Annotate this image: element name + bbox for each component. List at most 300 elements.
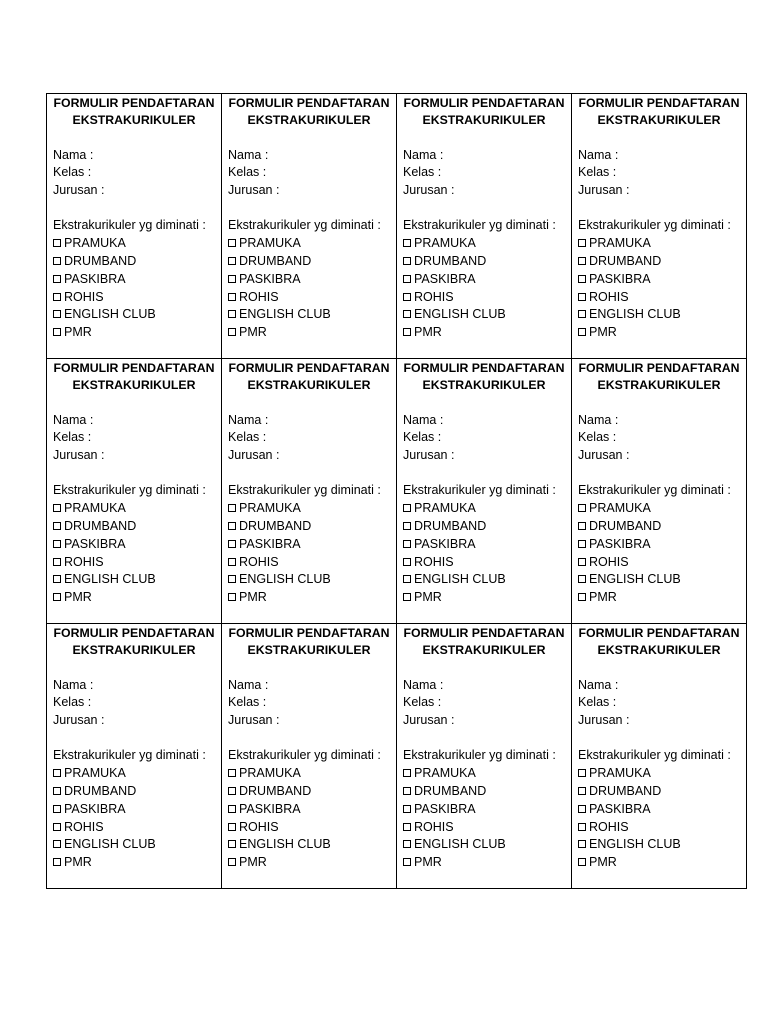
checkbox-option[interactable] xyxy=(403,854,565,872)
checkbox-icon[interactable] xyxy=(53,504,61,512)
checkbox-icon[interactable] xyxy=(53,257,61,265)
checkbox-icon[interactable] xyxy=(228,328,236,336)
checkbox-option-label: ROHIS xyxy=(64,554,104,569)
option-list xyxy=(53,765,215,872)
checkbox-option-label: ROHIS xyxy=(589,819,629,834)
checkbox-icon[interactable] xyxy=(228,805,236,813)
checkbox-option-label: PMR xyxy=(414,325,442,340)
checkbox-option-label: PRAMUKA xyxy=(589,766,651,781)
checkbox-icon[interactable] xyxy=(403,840,411,848)
form-title xyxy=(228,95,390,129)
checkbox-icon[interactable] xyxy=(578,769,586,777)
checkbox-icon[interactable] xyxy=(228,769,236,777)
checkbox-option-label: PMR xyxy=(414,855,442,870)
interest-label: Ekstrakurikuler yg diminati : xyxy=(578,748,731,763)
checkbox-icon[interactable] xyxy=(53,522,61,530)
checkbox-option-label: PMR xyxy=(239,590,267,605)
checkbox-icon[interactable] xyxy=(578,823,586,831)
checkbox-icon[interactable] xyxy=(53,787,61,795)
checkbox-option-label: PASKIBRA xyxy=(414,801,476,816)
checkbox-option-label: PMR xyxy=(589,590,617,605)
checkbox-option[interactable] xyxy=(53,500,215,518)
form-title-line-2: EKSTRAKURIKULER xyxy=(247,113,371,127)
checkbox-option[interactable] xyxy=(228,253,390,271)
checkbox-option[interactable] xyxy=(53,819,215,837)
field-kelas-label: Kelas : xyxy=(53,695,92,710)
checkbox-icon[interactable] xyxy=(53,239,61,247)
field-nama-label: Nama : xyxy=(403,147,444,162)
checkbox-icon[interactable] xyxy=(403,522,411,530)
registration-form-cell xyxy=(47,624,222,889)
checkbox-option[interactable] xyxy=(578,306,740,324)
form-title-line-1: FORMULIR PENDAFTARAN xyxy=(403,626,565,640)
checkbox-option[interactable] xyxy=(228,819,390,837)
option-list xyxy=(578,235,740,342)
checkbox-icon[interactable] xyxy=(578,522,586,530)
form-title-line-2: EKSTRAKURIKULER xyxy=(597,643,721,657)
checkbox-icon[interactable] xyxy=(403,823,411,831)
checkbox-icon[interactable] xyxy=(403,558,411,566)
checkbox-icon[interactable] xyxy=(403,858,411,866)
checkbox-icon[interactable] xyxy=(578,805,586,813)
option-list xyxy=(578,500,740,607)
interest-label: Ekstrakurikuler yg diminati : xyxy=(578,483,731,498)
field-nama-label: Nama : xyxy=(403,412,444,427)
checkbox-option[interactable] xyxy=(403,819,565,837)
checkbox-icon[interactable] xyxy=(403,787,411,795)
checkbox-option[interactable] xyxy=(53,571,215,589)
form-title-line-2: EKSTRAKURIKULER xyxy=(597,378,721,392)
checkbox-option[interactable] xyxy=(403,783,565,801)
checkbox-icon[interactable] xyxy=(53,558,61,566)
checkbox-option[interactable] xyxy=(403,589,565,607)
checkbox-option[interactable] xyxy=(403,836,565,854)
checkbox-option-label: DRUMBAND xyxy=(589,518,662,533)
checkbox-option-label: PMR xyxy=(414,590,442,605)
checkbox-option-label: DRUMBAND xyxy=(239,783,312,798)
checkbox-icon[interactable] xyxy=(403,575,411,583)
checkbox-option[interactable] xyxy=(403,801,565,819)
form-title-line-2: EKSTRAKURIKULER xyxy=(72,378,196,392)
field-jurusan-label: Jurusan : xyxy=(53,713,105,728)
checkbox-option-label: PASKIBRA xyxy=(239,801,301,816)
checkbox-option-label: PMR xyxy=(64,855,92,870)
interest-label: Ekstrakurikuler yg diminati : xyxy=(403,218,556,233)
field-jurusan-label: Jurusan : xyxy=(578,183,630,198)
checkbox-option[interactable] xyxy=(578,324,740,342)
checkbox-icon[interactable] xyxy=(228,257,236,265)
checkbox-icon[interactable] xyxy=(578,310,586,318)
checkbox-option-label: PASKIBRA xyxy=(64,536,126,551)
checkbox-icon[interactable] xyxy=(578,840,586,848)
checkbox-option-label: DRUMBAND xyxy=(589,253,662,268)
field-kelas-label: Kelas : xyxy=(228,695,267,710)
checkbox-option-label: ENGLISH CLUB xyxy=(64,837,156,852)
checkbox-option[interactable] xyxy=(228,836,390,854)
checkbox-option[interactable] xyxy=(403,571,565,589)
field-jurusan-label: Jurusan : xyxy=(578,713,630,728)
checkbox-icon[interactable] xyxy=(578,575,586,583)
form-title-line-2: EKSTRAKURIKULER xyxy=(72,643,196,657)
checkbox-icon[interactable] xyxy=(403,540,411,548)
checkbox-icon[interactable] xyxy=(53,575,61,583)
interest-label: Ekstrakurikuler yg diminati : xyxy=(228,748,381,763)
field-jurusan-label: Jurusan : xyxy=(403,448,455,463)
form-title-line-1: FORMULIR PENDAFTARAN xyxy=(53,361,215,375)
checkbox-icon[interactable] xyxy=(403,257,411,265)
checkbox-icon[interactable] xyxy=(228,575,236,583)
registration-form-cell xyxy=(47,94,222,359)
field-jurusan-label: Jurusan : xyxy=(403,183,455,198)
checkbox-option[interactable] xyxy=(578,571,740,589)
registration-form-cell xyxy=(47,359,222,624)
checkbox-option[interactable] xyxy=(403,518,565,536)
checkbox-option-label: ENGLISH CLUB xyxy=(589,837,681,852)
form-title xyxy=(578,360,740,394)
form-title-line-1: FORMULIR PENDAFTARAN xyxy=(53,96,215,110)
checkbox-option-label: PRAMUKA xyxy=(239,236,301,251)
checkbox-option-label: DRUMBAND xyxy=(414,783,487,798)
checkbox-icon[interactable] xyxy=(578,540,586,548)
checkbox-option-label: PASKIBRA xyxy=(239,536,301,551)
field-nama-label: Nama : xyxy=(53,412,94,427)
checkbox-option-label: PASKIBRA xyxy=(589,536,651,551)
checkbox-option-label: ROHIS xyxy=(239,554,279,569)
checkbox-option[interactable] xyxy=(403,554,565,572)
checkbox-icon[interactable] xyxy=(578,257,586,265)
form-title-line-1: FORMULIR PENDAFTARAN xyxy=(578,626,740,640)
option-list xyxy=(228,235,390,342)
registration-form-cell xyxy=(572,359,747,624)
checkbox-option-label: DRUMBAND xyxy=(64,518,137,533)
field-kelas-label: Kelas : xyxy=(228,165,267,180)
checkbox-option-label: DRUMBAND xyxy=(239,253,312,268)
checkbox-option[interactable] xyxy=(578,253,740,271)
registration-form-cell xyxy=(572,94,747,359)
checkbox-icon[interactable] xyxy=(53,540,61,548)
field-nama-label: Nama : xyxy=(403,677,444,692)
checkbox-option[interactable] xyxy=(53,801,215,819)
registration-form-cell xyxy=(222,94,397,359)
form-title xyxy=(578,95,740,129)
checkbox-option[interactable] xyxy=(403,765,565,783)
checkbox-icon[interactable] xyxy=(228,858,236,866)
form-title-line-1: FORMULIR PENDAFTARAN xyxy=(403,96,565,110)
checkbox-option-label: PMR xyxy=(64,590,92,605)
checkbox-icon[interactable] xyxy=(228,293,236,301)
form-title-line-1: FORMULIR PENDAFTARAN xyxy=(228,626,390,640)
checkbox-option[interactable] xyxy=(53,589,215,607)
checkbox-option[interactable] xyxy=(578,589,740,607)
form-title xyxy=(228,360,390,394)
form-title-line-2: EKSTRAKURIKULER xyxy=(422,643,546,657)
checkbox-option[interactable] xyxy=(53,306,215,324)
option-list xyxy=(228,500,390,607)
option-list xyxy=(578,765,740,872)
form-title xyxy=(53,95,215,129)
checkbox-option[interactable] xyxy=(403,306,565,324)
checkbox-option[interactable] xyxy=(228,306,390,324)
checkbox-option[interactable] xyxy=(228,500,390,518)
checkbox-icon[interactable] xyxy=(228,823,236,831)
checkbox-icon[interactable] xyxy=(228,558,236,566)
checkbox-icon[interactable] xyxy=(578,558,586,566)
checkbox-icon[interactable] xyxy=(228,522,236,530)
checkbox-icon[interactable] xyxy=(578,239,586,247)
checkbox-option[interactable] xyxy=(53,854,215,872)
checkbox-option[interactable] xyxy=(53,536,215,554)
checkbox-icon[interactable] xyxy=(578,504,586,512)
field-kelas-label: Kelas : xyxy=(53,430,92,445)
checkbox-option-label: ROHIS xyxy=(414,554,454,569)
checkbox-option-label: PRAMUKA xyxy=(589,236,651,251)
checkbox-option-label: DRUMBAND xyxy=(414,518,487,533)
registration-form-cell xyxy=(397,359,572,624)
checkbox-option[interactable] xyxy=(228,801,390,819)
field-kelas-label: Kelas : xyxy=(53,165,92,180)
checkbox-option-label: ROHIS xyxy=(589,554,629,569)
checkbox-option[interactable] xyxy=(228,783,390,801)
form-title-line-2: EKSTRAKURIKULER xyxy=(422,378,546,392)
checkbox-option-label: PASKIBRA xyxy=(414,536,476,551)
checkbox-icon[interactable] xyxy=(403,239,411,247)
interest-label: Ekstrakurikuler yg diminati : xyxy=(53,748,206,763)
registration-form-cell xyxy=(397,94,572,359)
checkbox-option[interactable] xyxy=(578,765,740,783)
form-title xyxy=(403,360,565,394)
checkbox-option-label: DRUMBAND xyxy=(414,253,487,268)
checkbox-option-label: PRAMUKA xyxy=(239,766,301,781)
checkbox-option-label: PASKIBRA xyxy=(64,801,126,816)
checkbox-icon[interactable] xyxy=(403,275,411,283)
field-kelas-label: Kelas : xyxy=(403,165,442,180)
form-title-line-2: EKSTRAKURIKULER xyxy=(247,378,371,392)
checkbox-option[interactable] xyxy=(228,536,390,554)
checkbox-option[interactable] xyxy=(53,253,215,271)
checkbox-icon[interactable] xyxy=(403,328,411,336)
checkbox-icon[interactable] xyxy=(578,858,586,866)
checkbox-option[interactable] xyxy=(578,289,740,307)
checkbox-option[interactable] xyxy=(578,554,740,572)
checkbox-icon[interactable] xyxy=(53,310,61,318)
checkbox-option[interactable] xyxy=(53,235,215,253)
checkbox-option-label: DRUMBAND xyxy=(64,253,137,268)
checkbox-option-label: DRUMBAND xyxy=(589,783,662,798)
checkbox-option-label: PASKIBRA xyxy=(589,801,651,816)
option-list xyxy=(53,500,215,607)
field-nama-label: Nama : xyxy=(228,147,269,162)
checkbox-option[interactable] xyxy=(578,854,740,872)
option-list xyxy=(403,765,565,872)
checkbox-option-label: ROHIS xyxy=(414,819,454,834)
checkbox-option-label: ROHIS xyxy=(64,819,104,834)
checkbox-option[interactable] xyxy=(578,819,740,837)
checkbox-option-label: DRUMBAND xyxy=(64,783,137,798)
checkbox-icon[interactable] xyxy=(403,805,411,813)
checkbox-option[interactable] xyxy=(578,271,740,289)
registration-form-grid xyxy=(46,93,747,889)
checkbox-option-label: ENGLISH CLUB xyxy=(64,572,156,587)
checkbox-icon[interactable] xyxy=(228,275,236,283)
checkbox-option-label: ROHIS xyxy=(239,819,279,834)
checkbox-icon[interactable] xyxy=(578,275,586,283)
checkbox-option[interactable] xyxy=(53,324,215,342)
checkbox-option[interactable] xyxy=(403,235,565,253)
checkbox-option-label: PMR xyxy=(589,325,617,340)
field-jurusan-label: Jurusan : xyxy=(228,713,280,728)
checkbox-icon[interactable] xyxy=(228,504,236,512)
checkbox-option[interactable] xyxy=(228,589,390,607)
form-title-line-2: EKSTRAKURIKULER xyxy=(247,643,371,657)
form-title xyxy=(403,95,565,129)
field-nama-label: Nama : xyxy=(53,147,94,162)
checkbox-icon[interactable] xyxy=(403,593,411,601)
checkbox-option[interactable] xyxy=(403,500,565,518)
checkbox-option[interactable] xyxy=(403,271,565,289)
checkbox-option[interactable] xyxy=(53,554,215,572)
checkbox-option-label: ROHIS xyxy=(64,289,104,304)
interest-label: Ekstrakurikuler yg diminati : xyxy=(578,218,731,233)
checkbox-icon[interactable] xyxy=(578,593,586,601)
checkbox-option-label: PMR xyxy=(239,855,267,870)
field-kelas-label: Kelas : xyxy=(403,695,442,710)
checkbox-icon[interactable] xyxy=(403,293,411,301)
checkbox-option-label: PMR xyxy=(239,325,267,340)
form-title-line-2: EKSTRAKURIKULER xyxy=(72,113,196,127)
checkbox-option[interactable] xyxy=(578,518,740,536)
option-list xyxy=(228,765,390,872)
checkbox-option[interactable] xyxy=(228,571,390,589)
checkbox-option[interactable] xyxy=(53,836,215,854)
interest-label: Ekstrakurikuler yg diminati : xyxy=(403,483,556,498)
checkbox-option-label: ENGLISH CLUB xyxy=(589,307,681,322)
checkbox-option[interactable] xyxy=(578,801,740,819)
interest-label: Ekstrakurikuler yg diminati : xyxy=(53,218,206,233)
interest-label: Ekstrakurikuler yg diminati : xyxy=(403,748,556,763)
checkbox-icon[interactable] xyxy=(228,787,236,795)
form-title xyxy=(228,625,390,659)
checkbox-option-label: PRAMUKA xyxy=(589,501,651,516)
checkbox-option[interactable] xyxy=(403,289,565,307)
checkbox-icon[interactable] xyxy=(53,328,61,336)
checkbox-icon[interactable] xyxy=(403,504,411,512)
checkbox-option-label: ROHIS xyxy=(414,289,454,304)
checkbox-option-label: PASKIBRA xyxy=(414,271,476,286)
checkbox-option-label: ENGLISH CLUB xyxy=(414,837,506,852)
checkbox-option-label: PRAMUKA xyxy=(64,236,126,251)
checkbox-option-label: ENGLISH CLUB xyxy=(589,572,681,587)
checkbox-option[interactable] xyxy=(578,836,740,854)
checkbox-option[interactable] xyxy=(53,518,215,536)
field-jurusan-label: Jurusan : xyxy=(403,713,455,728)
checkbox-icon[interactable] xyxy=(228,593,236,601)
field-nama-label: Nama : xyxy=(228,677,269,692)
checkbox-option[interactable] xyxy=(228,235,390,253)
checkbox-icon[interactable] xyxy=(53,593,61,601)
checkbox-option[interactable] xyxy=(53,765,215,783)
checkbox-option-label: PRAMUKA xyxy=(239,501,301,516)
checkbox-icon[interactable] xyxy=(228,540,236,548)
checkbox-icon[interactable] xyxy=(578,293,586,301)
form-title-line-2: EKSTRAKURIKULER xyxy=(597,113,721,127)
checkbox-icon[interactable] xyxy=(578,787,586,795)
checkbox-option[interactable] xyxy=(578,783,740,801)
checkbox-icon[interactable] xyxy=(228,840,236,848)
checkbox-option[interactable] xyxy=(53,289,215,307)
checkbox-icon[interactable] xyxy=(403,769,411,777)
checkbox-option[interactable] xyxy=(403,536,565,554)
checkbox-icon[interactable] xyxy=(578,328,586,336)
checkbox-option-label: PRAMUKA xyxy=(414,501,476,516)
checkbox-icon[interactable] xyxy=(403,310,411,318)
field-nama-label: Nama : xyxy=(578,677,619,692)
checkbox-option-label: PMR xyxy=(589,855,617,870)
checkbox-icon[interactable] xyxy=(228,310,236,318)
checkbox-option-label: PASKIBRA xyxy=(64,271,126,286)
option-list xyxy=(403,500,565,607)
checkbox-icon[interactable] xyxy=(53,805,61,813)
checkbox-icon[interactable] xyxy=(53,858,61,866)
checkbox-option[interactable] xyxy=(228,289,390,307)
checkbox-option[interactable] xyxy=(228,554,390,572)
checkbox-option[interactable] xyxy=(53,783,215,801)
checkbox-option[interactable] xyxy=(578,536,740,554)
checkbox-icon[interactable] xyxy=(53,769,61,777)
form-title-line-1: FORMULIR PENDAFTARAN xyxy=(578,361,740,375)
form-row xyxy=(47,359,747,624)
checkbox-option[interactable] xyxy=(403,253,565,271)
checkbox-option[interactable] xyxy=(403,324,565,342)
checkbox-option-label: PRAMUKA xyxy=(414,236,476,251)
checkbox-icon[interactable] xyxy=(53,293,61,301)
checkbox-icon[interactable] xyxy=(228,239,236,247)
checkbox-icon[interactable] xyxy=(53,823,61,831)
checkbox-option-label: ENGLISH CLUB xyxy=(239,837,331,852)
checkbox-option[interactable] xyxy=(228,271,390,289)
checkbox-option[interactable] xyxy=(228,854,390,872)
field-jurusan-label: Jurusan : xyxy=(228,448,280,463)
form-title-line-1: FORMULIR PENDAFTARAN xyxy=(228,361,390,375)
checkbox-option[interactable] xyxy=(228,518,390,536)
field-jurusan-label: Jurusan : xyxy=(578,448,630,463)
form-title xyxy=(578,625,740,659)
checkbox-option[interactable] xyxy=(578,500,740,518)
checkbox-icon[interactable] xyxy=(53,840,61,848)
checkbox-option-label: PRAMUKA xyxy=(64,766,126,781)
checkbox-option[interactable] xyxy=(228,765,390,783)
field-nama-label: Nama : xyxy=(578,147,619,162)
registration-form-cell xyxy=(222,359,397,624)
field-kelas-label: Kelas : xyxy=(578,695,617,710)
checkbox-option[interactable] xyxy=(53,271,215,289)
form-title-line-1: FORMULIR PENDAFTARAN xyxy=(228,96,390,110)
checkbox-option-label: PRAMUKA xyxy=(64,501,126,516)
form-title-line-1: FORMULIR PENDAFTARAN xyxy=(53,626,215,640)
checkbox-option[interactable] xyxy=(578,235,740,253)
field-jurusan-label: Jurusan : xyxy=(228,183,280,198)
checkbox-option-label: ENGLISH CLUB xyxy=(64,307,156,322)
checkbox-option-label: ENGLISH CLUB xyxy=(239,572,331,587)
form-title-line-1: FORMULIR PENDAFTARAN xyxy=(578,96,740,110)
checkbox-option-label: PMR xyxy=(64,325,92,340)
checkbox-option[interactable] xyxy=(228,324,390,342)
field-kelas-label: Kelas : xyxy=(578,430,617,445)
interest-label: Ekstrakurikuler yg diminati : xyxy=(228,218,381,233)
checkbox-option-label: ENGLISH CLUB xyxy=(414,307,506,322)
checkbox-option-label: ROHIS xyxy=(589,289,629,304)
checkbox-icon[interactable] xyxy=(53,275,61,283)
form-title-line-2: EKSTRAKURIKULER xyxy=(422,113,546,127)
